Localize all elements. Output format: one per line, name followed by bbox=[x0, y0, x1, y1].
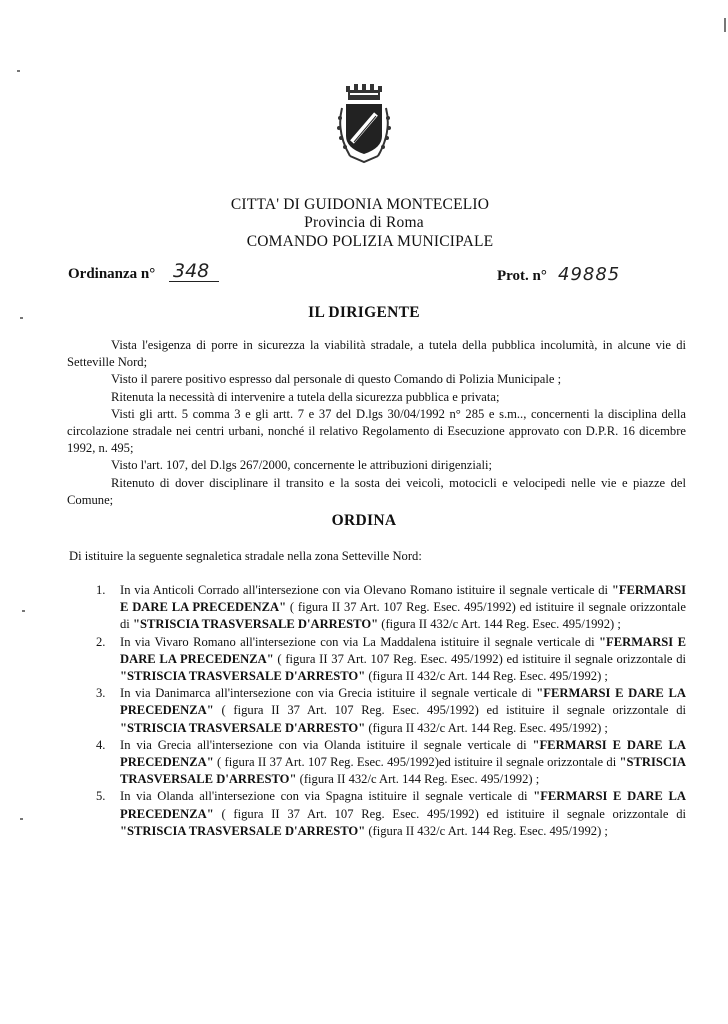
item-text: (figura II 432/c Art. 144 Reg. Esec. 495/1992) ; bbox=[378, 617, 621, 632]
preamble-paragraph: Visti gli artt. 5 comma 3 e gli artt. 7 e 37 del D.lgs 30/04/1992 n° 285 e s.m.., concernenti la disciplina della circolazione stradale nei centri urbani, nonché il relativo Regolamento di Esecuzione approvato con D.P.R. 16 dicembre 1992, n. 495; bbox=[67, 406, 686, 456]
preamble-paragraph: Ritenuto di dover disciplinare il transito e la sosta dei veicoli, motocicli e velocipedi nelle vie e piazze del Comune; bbox=[67, 475, 686, 507]
province-name: Provincia di Roma bbox=[304, 214, 424, 231]
municipal-crest-icon bbox=[330, 84, 398, 170]
item-number: 5. bbox=[96, 789, 106, 804]
city-name: CITTA' DI GUIDONIA MONTECELIO bbox=[230, 196, 490, 213]
preamble-paragraph: Visto l'art. 107, del D.lgs 267/2000, concernente le attribuzioni dirigenziali; bbox=[111, 458, 492, 473]
preamble-paragraph: Visto il parere positivo espresso dal personale di questo Comando di Polizia Municipale ; bbox=[111, 372, 562, 387]
item-text: In via Anticoli Corrado all'intersezione con via Olevano Romano istituire il segnale verticale di bbox=[120, 583, 612, 597]
scan-speck bbox=[20, 818, 23, 820]
item-text: (figura II 432/c Art. 144 Reg. Esec. 495/1992) ; bbox=[296, 772, 540, 787]
item-number: 1. bbox=[96, 583, 106, 597]
item-text: In via Olanda all'intersezione con via Spagna istituire il segnale verticale di bbox=[120, 789, 534, 804]
order-intro: Di istituire la seguente segnaletica stradale nella zona Setteville Nord: bbox=[69, 549, 422, 563]
item-text: In via Danimarca all'intersezione con via Grecia istituire il segnale verticale di bbox=[120, 686, 537, 701]
list-item bbox=[96, 685, 686, 737]
scan-speck bbox=[22, 610, 25, 612]
section-title-ordina: ORDINA bbox=[331, 512, 397, 529]
item-text: In via Vivaro Romano all'intersezione con via La Maddalena istituire il segnale verticale di bbox=[120, 634, 600, 649]
item-text: ( figura II 37 Art. 107 Reg. Esec. 495/1992)ed istituire il segnale orizzontale di bbox=[213, 755, 620, 770]
item-sign-name: "FERMARSI E DARE LA PRECEDENZA" bbox=[120, 789, 687, 821]
item-sign-name: "FERMARSI E DARE LA PRECEDENZA" bbox=[120, 583, 686, 615]
item-sign-name: "FERMARSI E DARE LA PRECEDENZA" bbox=[120, 686, 686, 718]
item-marking-name: "STRISCIA TRASVERSALE D'ARRESTO" bbox=[120, 823, 366, 838]
item-number: 3. bbox=[96, 686, 106, 701]
preamble bbox=[67, 337, 686, 509]
item-text: In via Grecia all'intersezione con via Olanda istituire il segnale verticale di bbox=[120, 737, 533, 752]
ordinance-number: 348 bbox=[169, 262, 219, 282]
list-item bbox=[96, 788, 686, 840]
item-marking-name: "STRISCIA TRASVERSALE D'ARRESTO" bbox=[120, 755, 686, 787]
preamble-paragraph: Vista l'esigenza di porre in sicurezza la viabilità stradale, a tutela della pubblica incolumità, in alcune vie di Setteville Nord; bbox=[67, 338, 686, 370]
item-number: 4. bbox=[96, 737, 106, 752]
item-text: (figura II 432/c Art. 144 Reg. Esec. 495/1992) ; bbox=[365, 669, 608, 684]
protocol-label: Prot. n° bbox=[497, 268, 547, 284]
item-text: ( figura II 37 Art. 107 Reg. Esec. 495/1992) ed istituire il segnale orizzontale di bbox=[213, 703, 686, 718]
protocol-number: 49885 bbox=[558, 264, 621, 285]
item-sign-name: "FERMARSI E DARE LA PRECEDENZA" bbox=[120, 634, 686, 666]
list-item bbox=[96, 582, 686, 634]
item-text: ( figura II 37 Art. 107 Reg. Esec. 495/1992) ed istituire il segnale orizzontale di bbox=[213, 806, 686, 821]
scan-speck bbox=[724, 18, 726, 32]
section-title-dirigente: IL DIRIGENTE bbox=[308, 304, 420, 321]
order-list bbox=[96, 582, 686, 840]
scan-speck bbox=[20, 317, 23, 319]
item-text: (figura II 432/c Art. 144 Reg. Esec. 495/1992) ; bbox=[365, 823, 608, 838]
item-text: (figura II 432/c Art. 144 Reg. Esec. 495/1992) ; bbox=[365, 720, 608, 735]
item-marking-name: "STRISCIA TRASVERSALE D'ARRESTO" bbox=[132, 617, 379, 632]
scan-speck bbox=[17, 70, 20, 72]
item-marking-name: "STRISCIA TRASVERSALE D'ARRESTO" bbox=[120, 720, 366, 735]
item-text: ( figura II 37 Art. 107 Reg. Esec. 495/1992) ed istituire il segnale orizzontale di bbox=[120, 600, 686, 632]
ordinance-label: Ordinanza n° bbox=[68, 266, 156, 282]
item-text: ( figura II 37 Art. 107 Reg. Esec. 495/1992) ed istituire il segnale orizzontale di bbox=[273, 651, 686, 666]
list-item bbox=[96, 737, 686, 789]
item-number: 2. bbox=[96, 634, 106, 649]
item-marking-name: "STRISCIA TRASVERSALE D'ARRESTO" bbox=[120, 669, 366, 684]
list-item bbox=[96, 634, 686, 686]
preamble-paragraph: Ritenuta la necessità di intervenire a tutela della sicurezza pubblica e privata; bbox=[111, 389, 500, 404]
office-name: COMANDO POLIZIA MUNICIPALE bbox=[246, 233, 494, 250]
item-sign-name: "FERMARSI E DARE LA PRECEDENZA" bbox=[120, 737, 687, 770]
